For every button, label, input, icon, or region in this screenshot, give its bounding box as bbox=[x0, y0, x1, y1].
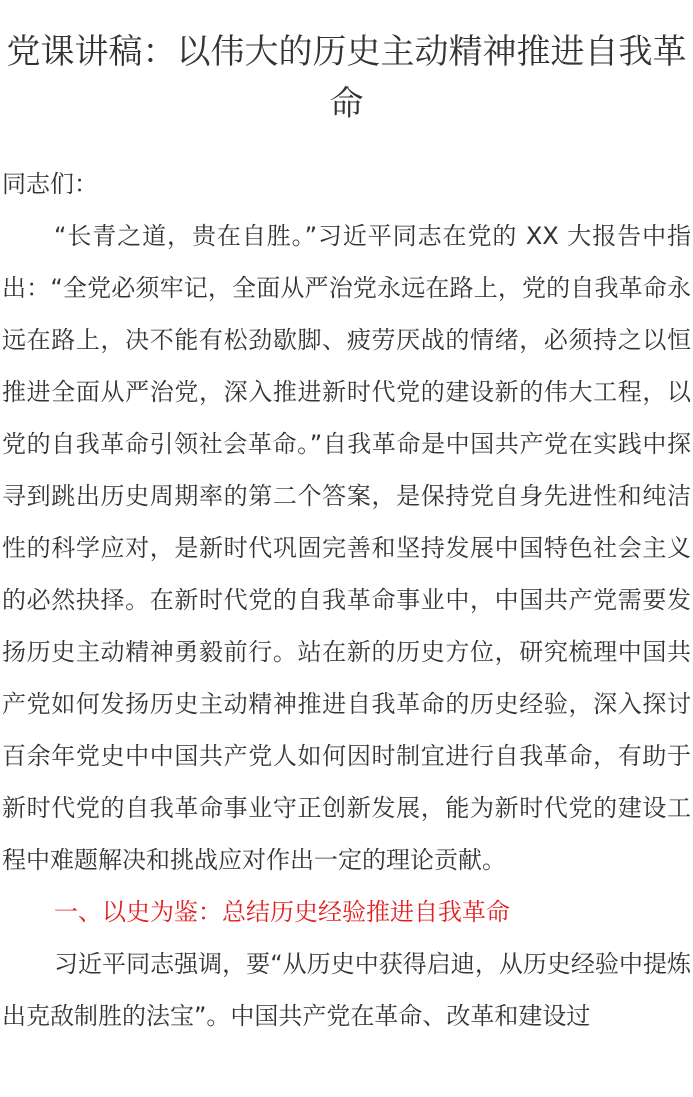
body-paragraph-2: 习近平同志强调，要“从历史中获得启迪，从历史经验中提炼出克敌制胜的法宝”。中国共产党在革命、改革和建设过 bbox=[2, 950, 691, 1030]
page-title: 党课讲稿：以伟大的历史主动精神推进自我革命 bbox=[6, 32, 687, 124]
section-heading-1: 一、以史为鉴：总结历史经验推进自我革命 bbox=[54, 898, 510, 926]
body-paragraph-1: “长青之道，贵在自胜。”习近平同志在党的 XX 大报告中指出：“全党必须牢记，全面从严治党永远在路上，党的自我革命永远在路上，决不能有松劲歇脚、疲劳厌战的情绪，必须持之以恒推进全面从严治党，深入推进新时代党的建设新的伟大工程，以党的自我革命引领社会革命。”自我革命是中国共产党在实践中探寻到跳出历史周期率的第二个答案，是保持党自身先进性和纯洁性的科学应对，是新时代巩固完善和坚持发展中国特色社会主义的必然抉择。在新时代党的自我革命事业中，中国共产党需要发扬历史主动精神勇毅前行。站在新的历史方位，研究梳理中国共产党如何发扬历史主动精神推进自我革命的历史经验，深入探讨百余年党史中中国共产党人如何因时制宜进行自我革命，有助于新时代党的自我革命事业守正创新发展，能为新时代党的建设工程中难题解决和挑战应对作出一定的理论贡献。 bbox=[2, 222, 691, 874]
salutation: 同志们： bbox=[2, 170, 98, 198]
